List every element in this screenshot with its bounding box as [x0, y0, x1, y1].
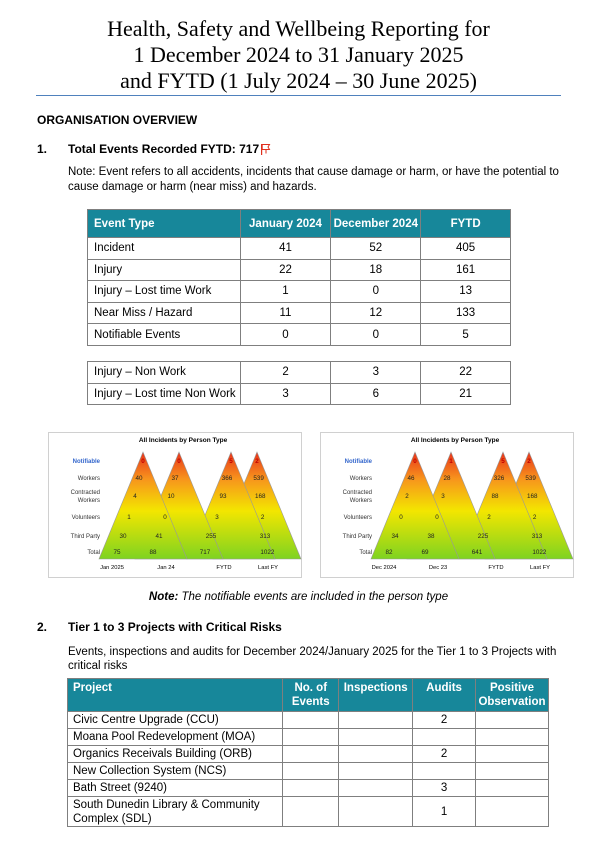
value-label: 93: [219, 493, 227, 500]
row-label: Workers: [77, 476, 100, 482]
value-label: 0: [163, 514, 167, 521]
value-cell: 13: [421, 281, 511, 303]
value-cell: 3: [413, 780, 476, 797]
value-cell: [339, 780, 413, 797]
row-label-cell: Near Miss / Hazard: [88, 302, 241, 324]
event-row: [88, 238, 511, 260]
caption-text: The notifiable events are included in the person type: [181, 591, 449, 603]
row-label-cell: Civic Centre Upgrade (CCU): [68, 712, 283, 729]
value-label: 1: [127, 514, 131, 521]
value-cell: 2: [240, 362, 331, 384]
value-label: 40: [135, 475, 143, 482]
header-inspections: Inspections: [339, 679, 413, 712]
value-cell: 161: [421, 259, 511, 281]
section-1-title: Total Events Recorded FYTD: 717: [68, 142, 260, 156]
project-row: [68, 797, 549, 827]
value-label: 88: [149, 549, 157, 556]
value-label: 69: [421, 549, 429, 556]
projects-table-header: [68, 679, 549, 712]
non-work-row: [88, 362, 511, 384]
header-event-type: Event Type: [88, 210, 241, 238]
person-type-chart-dec: [320, 432, 574, 578]
value-label: 168: [526, 493, 538, 500]
value-label: 2: [255, 458, 259, 465]
value-label: 3: [441, 493, 445, 500]
header-project: Project: [68, 679, 283, 712]
row-label: Volunteers: [343, 515, 372, 521]
value-label: 313: [259, 533, 271, 540]
row-label-cell: Injury – Lost time Work: [88, 281, 241, 303]
value-label: 255: [205, 533, 217, 540]
value-label: 2: [527, 458, 531, 465]
value-cell: [283, 712, 339, 729]
value-cell: 2: [413, 712, 476, 729]
value-cell: 0: [331, 281, 421, 303]
value-cell: [283, 780, 339, 797]
value-cell: [476, 729, 549, 746]
value-cell: 6: [331, 383, 421, 405]
value-cell: [476, 763, 549, 780]
value-label: 1022: [532, 549, 547, 556]
header-december-2024: December 2024: [331, 210, 421, 238]
period-label: FYTD: [488, 565, 504, 571]
title-line-1: Health, Safety and Wellbeing Reporting for: [107, 16, 490, 41]
value-cell: [283, 729, 339, 746]
header-audits: Audits: [413, 679, 476, 712]
chart-title: All Incidents by Person Type: [138, 437, 228, 444]
value-label: 30: [119, 533, 127, 540]
value-label: 717: [199, 549, 211, 556]
value-label: 0: [177, 458, 181, 465]
value-cell: 0: [331, 324, 421, 346]
section-2-note: Events, inspections and audits for December 2024/January 2025 for the Tier 1 to 3 Projects with critical risks: [68, 646, 557, 672]
value-cell: 0: [240, 324, 331, 346]
value-label: 46: [407, 475, 415, 482]
value-label: 34: [391, 533, 399, 540]
value-label: 88: [491, 493, 499, 500]
value-label: 539: [525, 475, 536, 482]
period-label: Dec 23: [428, 565, 448, 571]
value-cell: 22: [421, 362, 511, 384]
value-cell: 21: [421, 383, 511, 405]
row-label-cell: New Collection System (NCS): [68, 763, 283, 780]
title-divider: [36, 95, 561, 96]
row-label-cell: Moana Pool Redevelopment (MOA): [68, 729, 283, 746]
value-label: 366: [221, 475, 233, 482]
header-positive-observation: Positive Observation: [476, 679, 549, 712]
project-row: [68, 729, 549, 746]
project-row: [68, 746, 549, 763]
value-label: 5: [229, 458, 233, 465]
value-label: 28: [443, 475, 451, 482]
row-label-cell: Notifiable Events: [88, 324, 241, 346]
value-label: 313: [531, 533, 543, 540]
events-table-header: [88, 210, 511, 238]
value-label: 5: [501, 458, 505, 465]
period-label: Last FY: [258, 565, 278, 571]
event-row: [88, 324, 511, 346]
row-label: Contracted: [70, 490, 100, 496]
caption-bold: Note:: [148, 591, 179, 603]
row-label-cell: South Dunedin Library & Community Complex (SDL): [68, 797, 283, 827]
period-label: Jan 2025: [100, 565, 124, 571]
row-label: Total: [87, 550, 100, 556]
value-cell: [339, 712, 413, 729]
value-cell: [476, 780, 549, 797]
project-row: [68, 763, 549, 780]
value-cell: 1: [413, 797, 476, 827]
section-2-number: 2.: [37, 620, 48, 634]
value-label: 0: [435, 514, 439, 521]
non-work-row: [88, 383, 511, 405]
row-label-cell: Injury: [88, 259, 241, 281]
period-label: FYTD: [216, 565, 232, 571]
person-type-chart-jan: [48, 432, 302, 578]
value-label: 75: [113, 549, 121, 556]
row-label-cell: Incident: [88, 238, 241, 260]
value-label: 1022: [260, 549, 275, 556]
value-cell: [339, 729, 413, 746]
event-row: [88, 259, 511, 281]
value-cell: 133: [421, 302, 511, 324]
projects-table: [67, 678, 549, 827]
period-label: Jan 24: [157, 565, 175, 571]
events-table: [87, 209, 511, 346]
value-label: 1: [449, 458, 453, 465]
row-label: Notifiable: [72, 459, 100, 465]
value-cell: [476, 797, 549, 827]
value-label: 641: [471, 549, 483, 556]
value-label: 37: [171, 475, 179, 482]
value-cell: 11: [240, 302, 331, 324]
project-row: [68, 712, 549, 729]
header-fytd: FYTD: [421, 210, 511, 238]
value-label: 2: [532, 514, 537, 521]
row-label-cell: Bath Street (9240): [68, 780, 283, 797]
value-label: 82: [385, 549, 393, 556]
value-label: 225: [477, 533, 489, 540]
row-label: Third Party: [70, 534, 100, 540]
row-label: Workers: [349, 476, 372, 482]
section-2-title: Tier 1 to 3 Projects with Critical Risks: [68, 620, 282, 634]
section-1-note: Note: Event refers to all accidents, incidents that cause damage or harm, or have the potential to cause damage or harm (near miss) and hazards.: [68, 166, 559, 193]
value-label: 3: [215, 514, 219, 521]
value-cell: [476, 746, 549, 763]
value-label: 4: [133, 493, 137, 500]
row-label-cell: Injury – Non Work: [88, 362, 241, 384]
value-cell: [413, 729, 476, 746]
non-work-table: [87, 361, 511, 405]
row-label-cell: Injury – Lost time Non Work: [88, 383, 241, 405]
value-cell: [339, 746, 413, 763]
value-cell: 3: [331, 362, 421, 384]
title-line-2: 1 December 2024 to 31 January 2025: [133, 42, 464, 67]
section-1-number: 1.: [37, 142, 48, 156]
value-cell: [283, 763, 339, 780]
value-cell: [476, 712, 549, 729]
overview-heading: ORGANISATION OVERVIEW: [37, 113, 198, 127]
value-cell: 5: [421, 324, 511, 346]
value-cell: 405: [421, 238, 511, 260]
row-label: Notifiable: [344, 459, 372, 465]
event-row: [88, 281, 511, 303]
event-row: [88, 302, 511, 324]
value-label: 326: [493, 475, 505, 482]
value-label: 2: [405, 493, 409, 500]
period-label: Dec 2024: [371, 565, 397, 571]
value-cell: [413, 763, 476, 780]
value-label: 168: [254, 493, 266, 500]
row-label: Total: [359, 550, 372, 556]
header-january-2024: January 2024: [240, 210, 331, 238]
row-label: Third Party: [342, 534, 372, 540]
value-cell: [283, 797, 339, 827]
chart-title: All Incidents by Person Type: [410, 437, 500, 444]
page-title: [0, 16, 597, 94]
value-label: 539: [253, 475, 264, 482]
flag-icon: [260, 143, 272, 155]
value-cell: [339, 763, 413, 780]
value-label: 2: [487, 514, 491, 521]
row-label-cell: Organics Receivals Building (ORB): [68, 746, 283, 763]
value-label: 0: [399, 514, 403, 521]
notifiable-caption: [0, 591, 597, 603]
value-cell: 18: [331, 259, 421, 281]
value-cell: 41: [240, 238, 331, 260]
row-label: Volunteers: [71, 515, 100, 521]
row-label: Contracted: [342, 490, 372, 496]
value-cell: [339, 797, 413, 827]
value-cell: [283, 746, 339, 763]
value-cell: 3: [240, 383, 331, 405]
value-cell: 52: [331, 238, 421, 260]
value-label: 0: [141, 458, 145, 465]
value-label: 0: [413, 458, 417, 465]
value-label: 38: [427, 533, 435, 540]
title-line-3: and FYTD (1 July 2024 – 30 June 2025): [120, 68, 477, 93]
period-label: Last FY: [530, 565, 550, 571]
value-label: 10: [167, 493, 175, 500]
header-no-of-events: No. of Events: [283, 679, 339, 712]
value-cell: 2: [413, 746, 476, 763]
row-label: Workers: [77, 498, 100, 504]
value-label: 41: [155, 533, 163, 540]
value-label: 2: [260, 514, 265, 521]
project-row: [68, 780, 549, 797]
value-cell: 1: [240, 281, 331, 303]
row-label: Workers: [349, 498, 372, 504]
value-cell: 22: [240, 259, 331, 281]
value-cell: 12: [331, 302, 421, 324]
